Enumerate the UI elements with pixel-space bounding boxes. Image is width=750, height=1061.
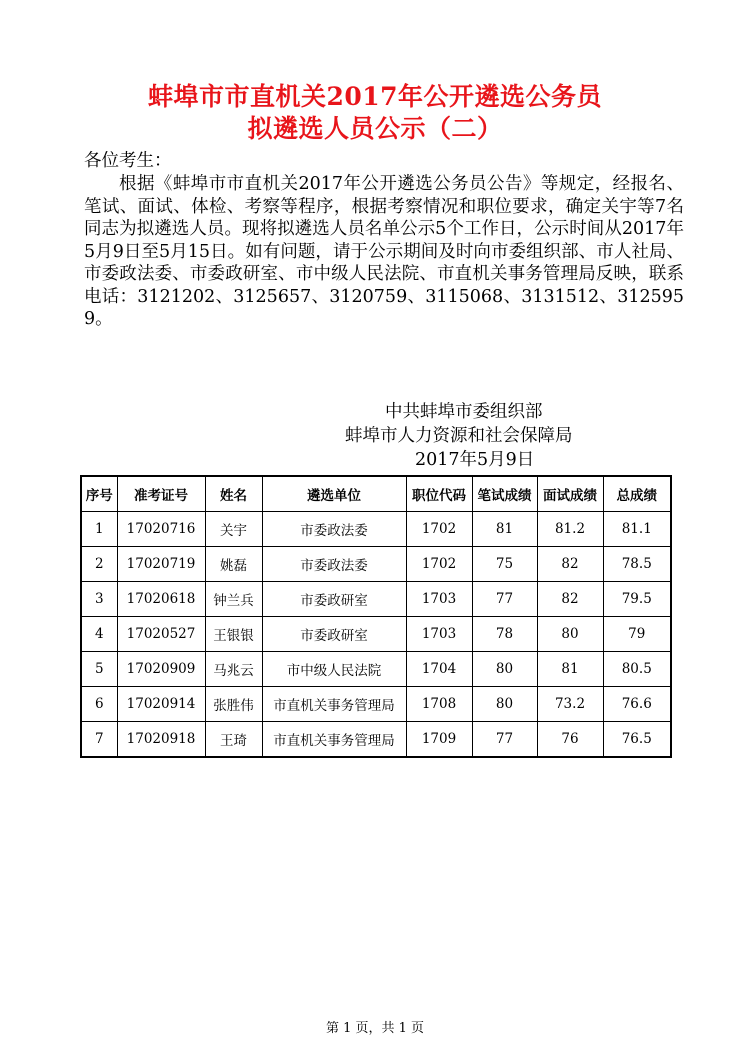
candidate-table: [80, 475, 672, 758]
table-cell: 82: [537, 547, 603, 582]
table-cell: 6: [81, 687, 117, 722]
document-title-line-1: 蚌埠市市直机关2017年公开遴选公务员: [147, 82, 603, 111]
signature-org-2: 蚌埠市人力资源和社会保障局: [345, 426, 573, 446]
table-cell: 17020716: [117, 512, 205, 547]
table-cell: 钟兰兵: [205, 582, 262, 617]
table-cell: 张胜伟: [205, 687, 262, 722]
table-row: [81, 722, 671, 758]
announcement-paragraph: 根据《蚌埠市市直机关2017年公开遴选公务员公告》等规定，经报名、笔试、面试、体检、考察等程序，根据考察情况和职位要求，确定关宇等7名同志为拟遴选人员。现将拟遴选人员名单公示5个工作日，公示时间从2017年5月9日至5月15日。如有问题，请于公示期间及时向市委组织部、市人社局、市委政法委、市委政研室、市中级人民法院、市直机关事务管理局反映，联系电话：3121202、3125657、3120759、3115068、3131512、3125959。: [84, 174, 684, 329]
header-cell: 面试成绩: [537, 476, 603, 512]
table-cell: 王银银: [205, 617, 262, 652]
table-cell: 7: [81, 722, 117, 758]
table-cell: 17020719: [117, 547, 205, 582]
signature-date: 2017年5月9日: [415, 450, 535, 470]
table-cell: 市直机关事务管理局: [262, 722, 406, 758]
table-cell: 2: [81, 547, 117, 582]
table-cell: 1708: [406, 687, 472, 722]
table-cell: 82: [537, 582, 603, 617]
table-cell: 81: [472, 512, 537, 547]
table-cell: 1: [81, 512, 117, 547]
table-cell: 78: [472, 617, 537, 652]
table-cell: 81.2: [537, 512, 603, 547]
table-cell: 80: [472, 652, 537, 687]
header-cell: 职位代码: [406, 476, 472, 512]
table-cell: 5: [81, 652, 117, 687]
table-cell: 79.5: [603, 582, 671, 617]
table-cell: 马兆云: [205, 652, 262, 687]
table-cell: 81.1: [603, 512, 671, 547]
table-cell: 17020914: [117, 687, 205, 722]
table-header-row: [81, 476, 671, 512]
table-cell: 80.5: [603, 652, 671, 687]
table-cell: 市委政研室: [262, 582, 406, 617]
greeting: 各位考生：: [84, 151, 172, 171]
table-cell: 17020909: [117, 652, 205, 687]
table-cell: 4: [81, 617, 117, 652]
header-cell: 姓名: [205, 476, 262, 512]
table-cell: 76.5: [603, 722, 671, 758]
table-cell: 17020918: [117, 722, 205, 758]
table-cell: 78.5: [603, 547, 671, 582]
table-row: [81, 617, 671, 652]
table-cell: 姚磊: [205, 547, 262, 582]
table-cell: 80: [537, 617, 603, 652]
table-cell: 76.6: [603, 687, 671, 722]
table-cell: 1704: [406, 652, 472, 687]
signature-org-1: 中共蚌埠市委组织部: [385, 402, 543, 422]
table-row: [81, 687, 671, 722]
table-row: [81, 547, 671, 582]
table-cell: 市委政研室: [262, 617, 406, 652]
table-cell: 王琦: [205, 722, 262, 758]
table-cell: 75: [472, 547, 537, 582]
table-cell: 81: [537, 652, 603, 687]
table-cell: 关宇: [205, 512, 262, 547]
table-cell: 3: [81, 582, 117, 617]
table-row: [81, 512, 671, 547]
table-cell: 76: [537, 722, 603, 758]
table-cell: 市委政法委: [262, 512, 406, 547]
table-cell: 17020618: [117, 582, 205, 617]
table-cell: 80: [472, 687, 537, 722]
header-cell: 总成绩: [603, 476, 671, 512]
table-row: [81, 652, 671, 687]
header-cell: 准考证号: [117, 476, 205, 512]
table-row: [81, 582, 671, 617]
table-cell: 1703: [406, 617, 472, 652]
header-cell: 遴选单位: [262, 476, 406, 512]
header-cell: 序号: [81, 476, 117, 512]
table-cell: 市委政法委: [262, 547, 406, 582]
table-cell: 73.2: [537, 687, 603, 722]
table-cell: 1703: [406, 582, 472, 617]
table-cell: 市直机关事务管理局: [262, 687, 406, 722]
document-title-line-2: 拟遴选人员公示（二）: [247, 114, 503, 143]
table-cell: 1702: [406, 547, 472, 582]
table-cell: 77: [472, 582, 537, 617]
table-cell: 77: [472, 722, 537, 758]
table-cell: 17020527: [117, 617, 205, 652]
table-cell: 1702: [406, 512, 472, 547]
page-number-footer: 第 1 页，共 1 页: [325, 1021, 425, 1036]
table-cell: 79: [603, 617, 671, 652]
table-cell: 市中级人民法院: [262, 652, 406, 687]
table-cell: 1709: [406, 722, 472, 758]
header-cell: 笔试成绩: [472, 476, 537, 512]
